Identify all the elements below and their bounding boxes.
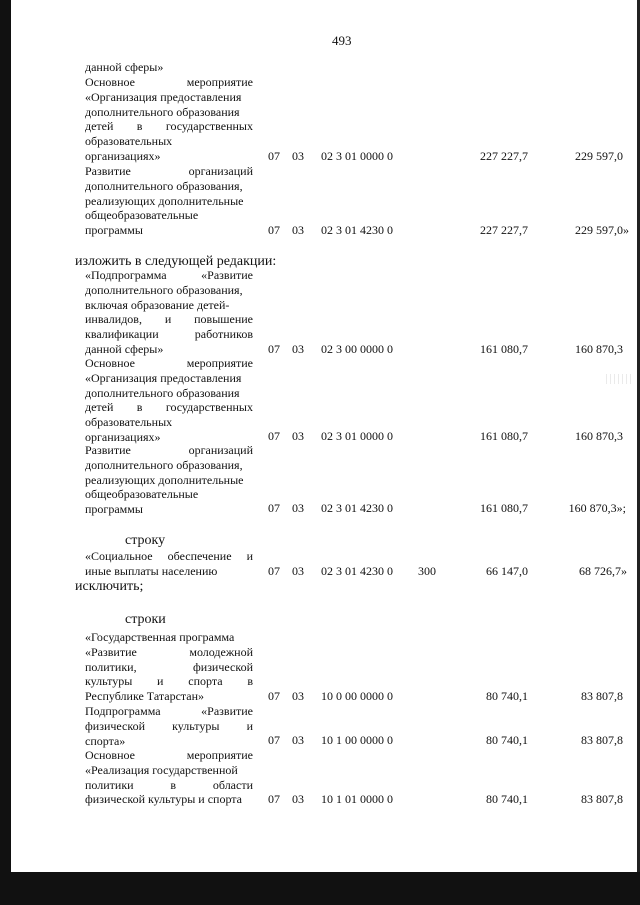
description-line: политики в области <box>85 777 253 792</box>
description-line: дополнительного образования <box>85 104 240 119</box>
target-article-code: 10 0 00 0000 0 <box>321 689 393 703</box>
subsection-code: 03 <box>292 564 304 578</box>
scan-left-border <box>0 0 11 905</box>
description-line: культуры и спорта в <box>85 674 253 689</box>
target-article-code: 02 3 01 0000 0 <box>321 429 393 443</box>
section-heading: строку <box>125 533 166 548</box>
section-heading: изложить в следующей редакции: <box>75 254 277 269</box>
expense-type-code: 300 <box>418 564 436 578</box>
target-article-code: 02 3 01 4230 0 <box>321 501 393 515</box>
description-line: данной сферы» <box>85 341 164 356</box>
description-line: Подпрограмма «Развитие <box>85 704 253 718</box>
amount-year-1: 80 740,1 <box>486 689 528 703</box>
amount-year-2: 160 870,3 <box>575 342 623 356</box>
section-code: 07 <box>268 733 280 747</box>
description-line: дополнительного образования, <box>85 457 243 472</box>
description-line: спорта» <box>85 733 126 748</box>
description-line: политики, физической <box>85 659 253 674</box>
section-code: 07 <box>268 689 280 703</box>
amount-year-1: 161 080,7 <box>480 429 528 443</box>
section-code: 07 <box>268 501 280 515</box>
amount-year-2: 83 807,8 <box>581 733 623 747</box>
description-line: физической культуры и спорта <box>85 792 243 807</box>
section-code: 07 <box>268 223 280 237</box>
row-description <box>85 704 253 748</box>
row-description <box>85 164 253 238</box>
amount-year-1: 161 080,7 <box>480 342 528 356</box>
target-article-code: 02 3 01 4230 0 <box>321 564 393 578</box>
row-description <box>85 748 253 807</box>
section-code: 07 <box>268 149 280 163</box>
amount-year-2: 229 597,0 <box>575 149 623 163</box>
page-number: 493 <box>332 33 352 48</box>
amount-year-2: 229 597,0» <box>575 223 629 237</box>
row-description <box>85 75 253 164</box>
scan-bottom-border <box>0 872 640 905</box>
amount-year-2: 83 807,8 <box>581 792 623 806</box>
description-line: организациях» <box>85 148 161 163</box>
amount-year-1: 80 740,1 <box>486 792 528 806</box>
description-line: общеобразовательные <box>85 487 199 502</box>
description-line: «Организация предоставления <box>85 89 242 104</box>
subsection-code: 03 <box>292 689 304 703</box>
description-line: «Организация предоставления <box>85 370 242 385</box>
row-description <box>85 630 253 704</box>
description-line: данной сферы» <box>85 60 164 74</box>
description-line: «Реализация государственной <box>85 762 238 777</box>
scan-smudge <box>606 374 632 384</box>
description-line: программы <box>85 502 143 517</box>
description-line: «Социальное обеспечение и <box>85 549 253 563</box>
description-line: «Государственная программа <box>85 630 235 644</box>
amount-year-1: 227 227,7 <box>480 223 528 237</box>
description-line: Развитие организаций <box>85 164 253 178</box>
subsection-code: 03 <box>292 342 304 356</box>
amount-year-1: 227 227,7 <box>480 149 528 163</box>
section-heading: строки <box>125 612 166 627</box>
row-description <box>85 60 253 75</box>
description-line: включая образование детей- <box>85 297 230 312</box>
section-instruction: исключить; <box>75 579 144 594</box>
subsection-code: 03 <box>292 223 304 237</box>
row-description <box>85 356 253 445</box>
target-article-code: 10 1 00 0000 0 <box>321 733 393 747</box>
subsection-code: 03 <box>292 733 304 747</box>
amount-year-2: 83 807,8 <box>581 689 623 703</box>
description-line: «Подпрограмма «Развитие <box>85 268 253 282</box>
target-article-code: 02 3 01 4230 0 <box>321 223 393 237</box>
description-line: дополнительного образования <box>85 385 240 400</box>
subsection-code: 03 <box>292 501 304 515</box>
description-line: Развитие организаций <box>85 443 253 457</box>
description-line: иные выплаты населению <box>85 563 218 578</box>
description-line: Основное мероприятие <box>85 356 253 370</box>
description-line: Основное мероприятие <box>85 75 253 89</box>
subsection-code: 03 <box>292 149 304 163</box>
description-line: образовательных <box>85 415 173 430</box>
description-line: программы <box>85 223 143 238</box>
description-line: Основное мероприятие <box>85 748 253 762</box>
amount-year-1: 66 147,0 <box>486 564 528 578</box>
section-code: 07 <box>268 792 280 806</box>
description-line: дополнительного образования, <box>85 282 243 297</box>
description-line: реализующих дополнительные <box>85 193 244 208</box>
subsection-code: 03 <box>292 429 304 443</box>
section-code: 07 <box>268 429 280 443</box>
description-line: дополнительного образования, <box>85 178 243 193</box>
description-line: квалификации работников <box>85 327 253 342</box>
description-line: образовательных <box>85 134 173 149</box>
description-line: организациях» <box>85 429 161 444</box>
target-article-code: 10 1 01 0000 0 <box>321 792 393 806</box>
amount-year-1: 80 740,1 <box>486 733 528 747</box>
target-article-code: 02 3 00 0000 0 <box>321 342 393 356</box>
amount-year-2: 160 870,3»; <box>568 501 626 515</box>
row-description <box>85 443 253 517</box>
description-line: инвалидов, и повышение <box>85 312 253 327</box>
section-code: 07 <box>268 342 280 356</box>
description-line: детей в государственных <box>85 400 253 415</box>
amount-year-2: 68 726,7» <box>579 564 627 578</box>
amount-year-2: 160 870,3 <box>575 429 623 443</box>
section-code: 07 <box>268 564 280 578</box>
amount-year-1: 161 080,7 <box>480 501 528 515</box>
description-line: «Развитие молодежной <box>85 644 253 659</box>
description-line: физической культуры и <box>85 718 253 733</box>
description-line: общеобразовательные <box>85 208 199 223</box>
row-description <box>85 549 253 579</box>
target-article-code: 02 3 01 0000 0 <box>321 149 393 163</box>
row-description <box>85 268 253 357</box>
description-line: Республике Татарстан» <box>85 689 205 704</box>
description-line: детей в государственных <box>85 119 253 134</box>
description-line: реализующих дополнительные <box>85 472 244 487</box>
subsection-code: 03 <box>292 792 304 806</box>
